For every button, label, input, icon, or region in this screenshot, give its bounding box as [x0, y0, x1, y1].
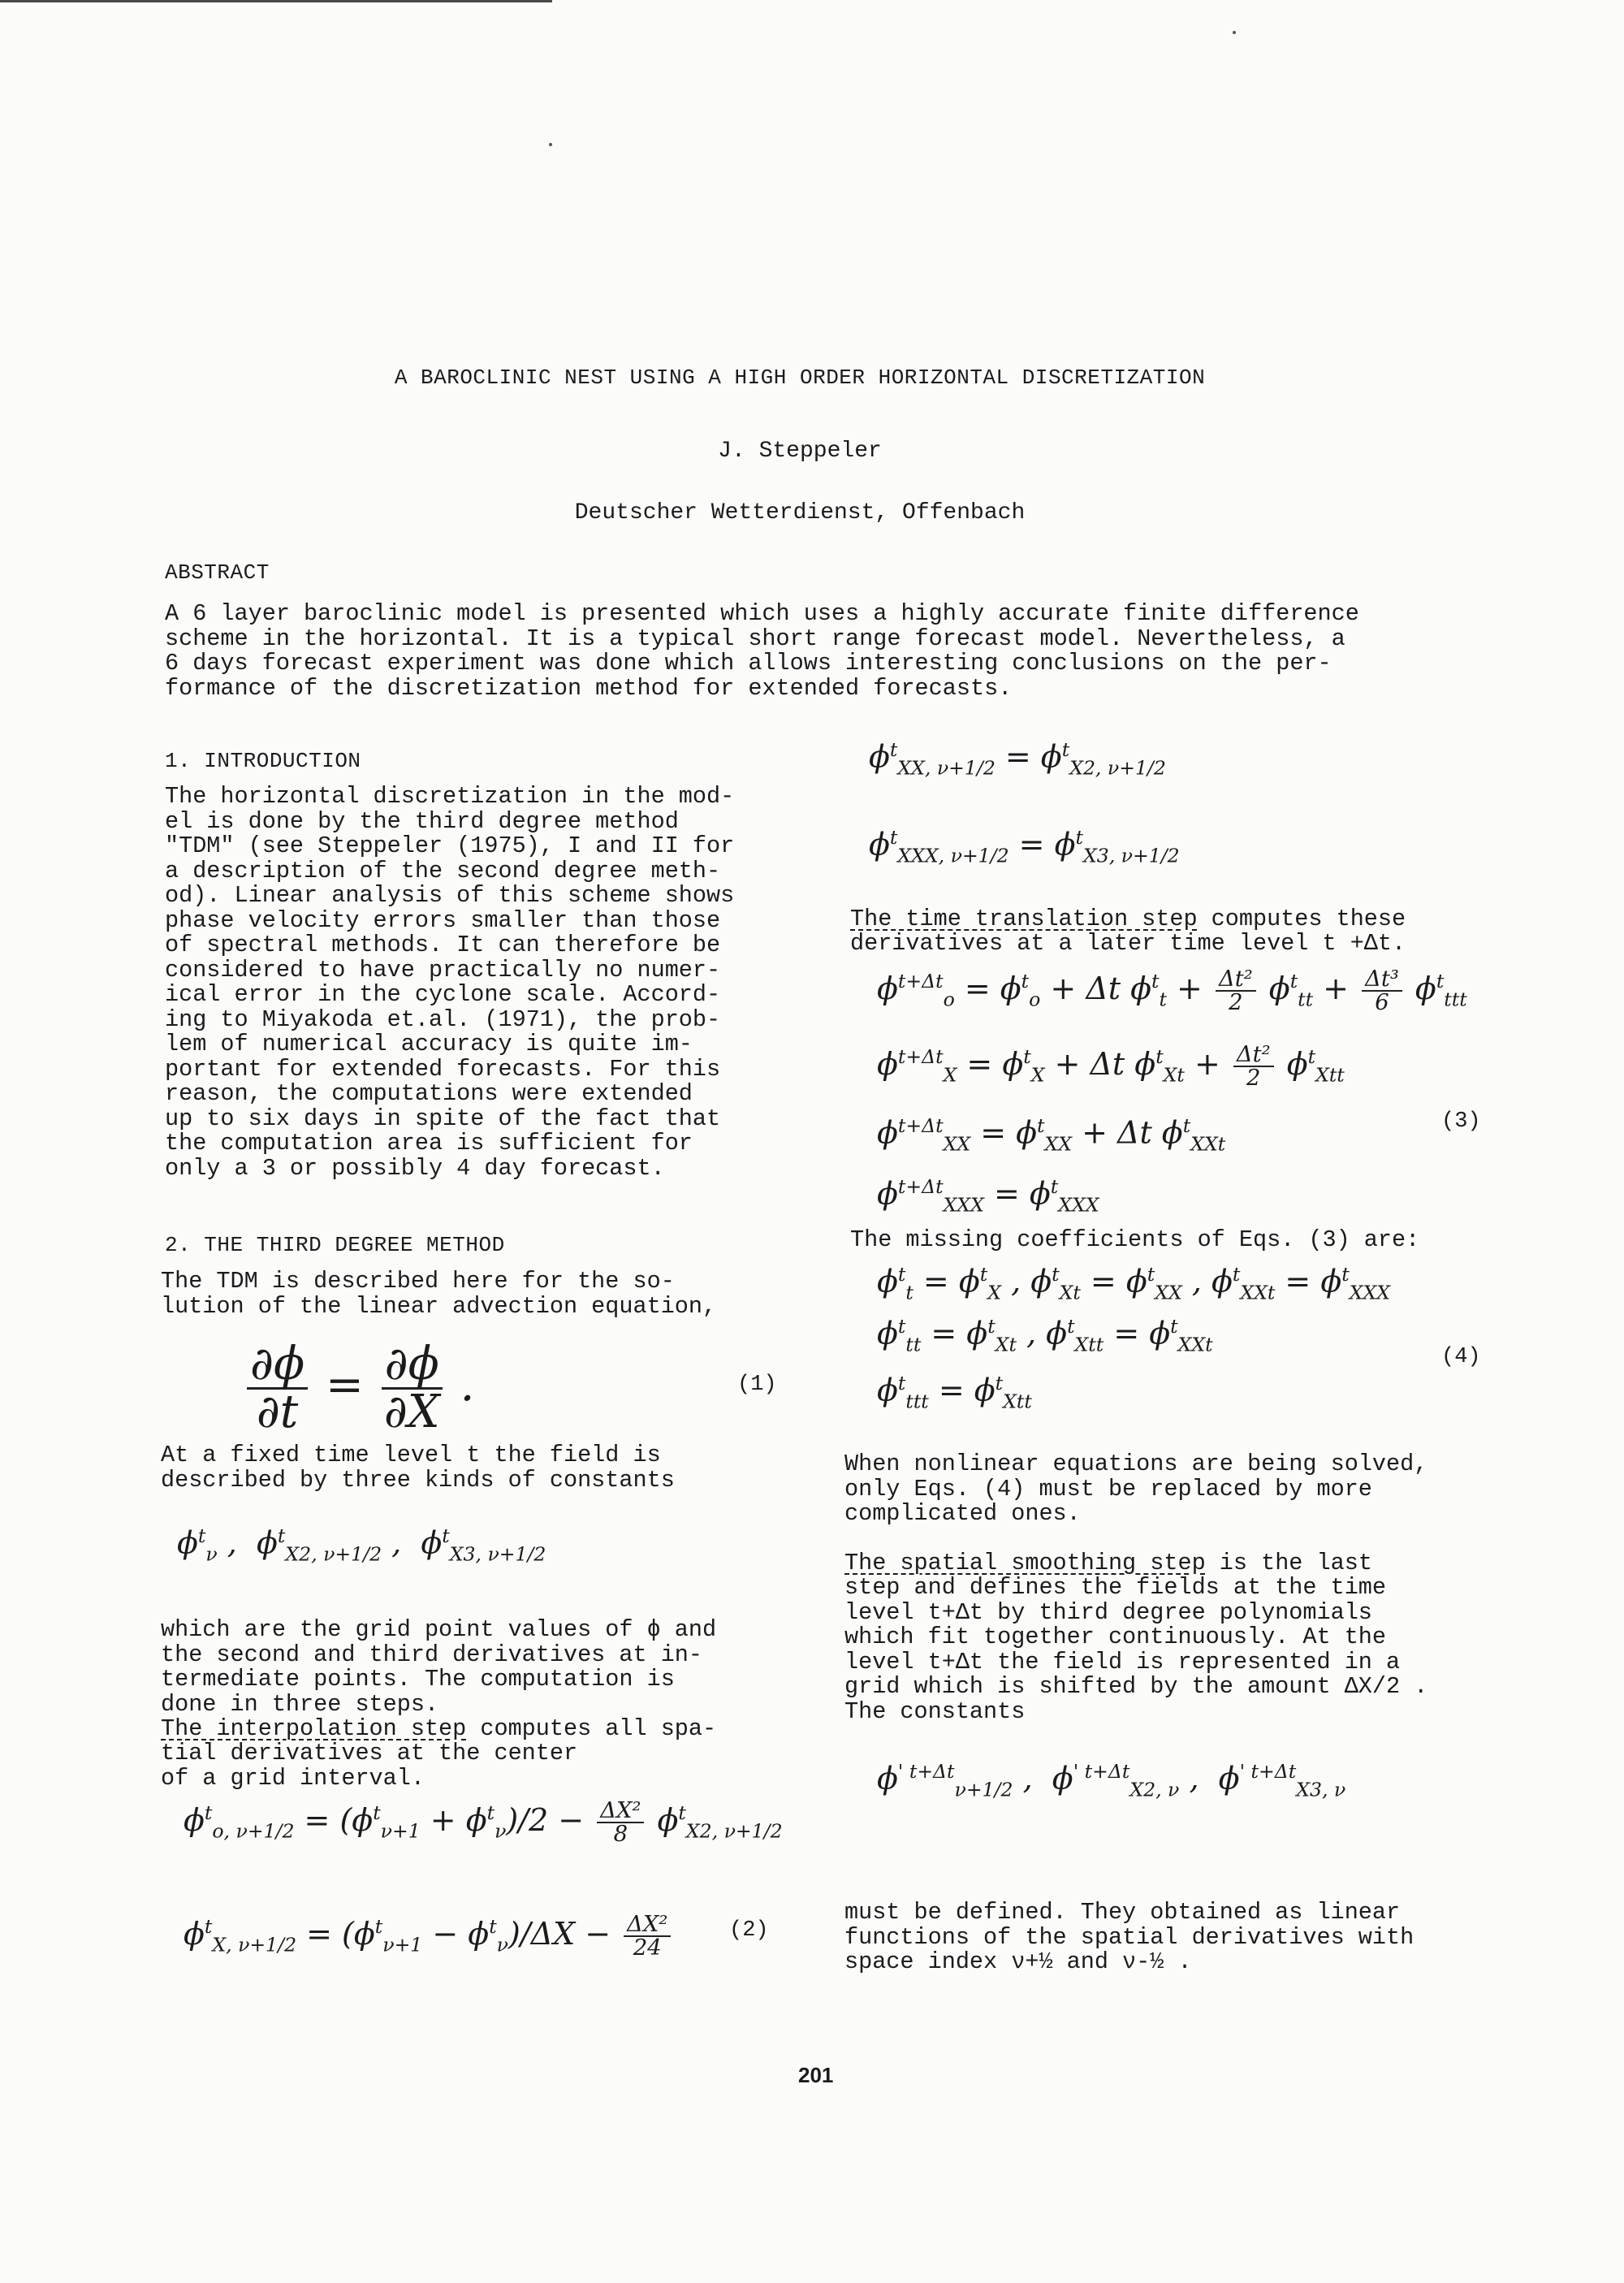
intro-heading: 1. INTRODUCTION	[165, 749, 361, 773]
tdm-text-1: The TDM is described here for the so- lution of the linear advection equation,	[161, 1268, 717, 1320]
equation-3-number: (3)	[1441, 1109, 1481, 1134]
spatial-smoothing-step-label: The spatial smoothing step	[844, 1550, 1206, 1576]
equation-xx: $\phi^t_{XX, \nu+1/2} = \phi^t_{X2, \nu+1/2}$	[869, 738, 1166, 780]
equation-4c: $\phi^t_{ttt} = \phi^t_{Xtt}$	[877, 1372, 1032, 1413]
constants-expression: $\phi^t_\nu$ , $\phi^t_{X2, \nu+1/2}$ , $\phi^t_{X3, \nu+1/2}$	[177, 1524, 546, 1566]
equation-4-number: (4)	[1441, 1345, 1481, 1369]
equation-3c: $\phi^{t+\Delta t}_{XX} = \phi^t_{XX} + \Delta t$ $\phi^t_{XXt}$	[877, 1114, 1226, 1156]
time-translation-text-2: derivatives at a later time level t +Δt.	[850, 930, 1406, 957]
equation-2-number: (2)	[729, 1918, 769, 1943]
scan-speck	[1233, 31, 1236, 34]
tdm-heading: 2. THE THIRD DEGREE METHOD	[165, 1233, 505, 1257]
intro-text: The horizontal discretization in the mod- el is done by the third degree method "TDM" (see Steppeler (1975), I and II for a description of the second degree meth- od). Linear analysis of this scheme shows phase velocity errors smaller than those of spectral methods. It can therefore be considered to have practically no numer- ical error in the cyclone scale. Accord- ing to Miyakoda et.al. (1971), the prob- lem of numerical accuracy is quite im- portant for extended forecasts. For this reason, the computations were extended up to six days in spite of the fact that the computation area is sufficient for only a 3 or possibly 4 day forecast.	[165, 783, 735, 1182]
final-text: must be defined. They obtained as linear functions of the spatial derivatives with space index ν+½ and ν-½ .	[844, 1899, 1415, 1975]
top-rule	[0, 0, 552, 2]
abstract-text: A 6 layer baroclinic model is presented which uses a highly accurate finite difference scheme in the horizontal. It is a typical short range forecast model. Nevertheless, a 6 days forecast experiment was done which allows interesting conclusions on the per- formance of the discretization method for extended forecasts.	[165, 600, 1359, 702]
page-number: 201	[798, 2063, 834, 2087]
interpolation-text-2: tial derivatives at the center of a grid interval.	[161, 1740, 578, 1792]
tdm-text-3: which are the grid point values of ϕ and the second and third derivatives at in- termediate points. The computation is done in three steps.	[161, 1616, 717, 1718]
equation-3a: $\phi^{t+\Delta t}_o = \phi^t_o + \Delta t$ $\phi^t_t$ + $\frac{\text{Δt²}}{2}$ $\phi^t_{tt}$ + $\frac{\text{Δt³}}{6}$ $\phi^t_{ttt}$	[877, 966, 1467, 1016]
equation-2a: $\phi^t_{o, \nu+1/2} = (\phi^t_{\nu+1} + \phi^t_\nu)/2$ − $\frac{\text{ΔX²}}{8}$ $\phi^t_{X2, \nu+1/2}$	[184, 1798, 783, 1848]
paper-author: J. Steppeler	[718, 439, 882, 464]
equation-3d: $\phi^{t+\Delta t}_{XXX} = \phi^t_{XXX}$	[877, 1175, 1099, 1217]
scan-speck	[549, 143, 552, 146]
equation-4a: $\phi^t_t = \phi^t_X$ , $\phi^t_{Xt} = \phi^t_{XX}$ , $\phi^t_{XXt} = \phi^t_{XXX}$	[877, 1263, 1391, 1304]
tdm-text-2: At a fixed time level t the field is described by three kinds of constants	[161, 1442, 675, 1494]
interpolation-text: The interpolation step computes all spa-	[161, 1715, 717, 1742]
shifted-constants-expression: $\phi^{' t+\Delta t}_{\nu+1/2}$ , $\phi^{' t+\Delta t}_{X2, \nu}$ , $\phi^{' t+\Delta t}_{X3, \nu}$	[877, 1760, 1346, 1801]
nonlinear-text: When nonlinear equations are being solved, only Eqs. (4) must be replaced by more complicated ones.	[844, 1451, 1428, 1527]
paper-affiliation: Deutscher Wetterdienst, Offenbach	[574, 500, 1026, 525]
time-translation-text: The time translation step computes these	[850, 906, 1406, 932]
paper-title: A BAROCLINIC NEST USING A HIGH ORDER HORIZONTAL DISCRETIZATION	[394, 365, 1206, 390]
equation-2b: $\phi^t_{X, \nu+1/2} = (\phi^t_{\nu+1} - \phi^t_\nu)/\Delta X$ − $\frac{\text{ΔX²}}{24}$	[184, 1913, 674, 1960]
smoothing-text: The spatial smoothing step is the last	[844, 1550, 1372, 1576]
missing-coefficients-text: The missing coefficients of Eqs. (3) are:	[850, 1226, 1420, 1253]
equation-1-number: (1)	[737, 1373, 777, 1397]
interpolation-step-label: The interpolation step	[161, 1715, 467, 1742]
time-translation-step-label: The time translation step	[850, 906, 1198, 932]
equation-1: $\frac{\partial\phi}{\partial t}$ = $\frac{\partial\phi}{\partial X}$ .	[244, 1342, 474, 1435]
smoothing-text-2: step and defines the fields at the time level t+Δt by third degree polynomials which fit together continuously. At the level t+Δt the field is represented in a grid which is shifted by the amount ΔX/2 . The constants	[844, 1574, 1428, 1725]
abstract-heading: ABSTRACT	[165, 560, 270, 585]
equation-xxx: $\phi^t_{XXX, \nu+1/2} = \phi^t_{X3, \nu+1/2}$	[869, 826, 1180, 867]
equation-4b: $\phi^t_{tt} = \phi^t_{Xt}$ , $\phi^t_{Xtt} = \phi^t_{XXt}$	[877, 1315, 1213, 1356]
equation-3b: $\phi^{t+\Delta t}_X = \phi^t_X + \Delta t$ $\phi^t_{Xt}$ + $\frac{\text{Δt²}}{2}$ $\phi^t_{Xtt}$	[877, 1042, 1345, 1092]
